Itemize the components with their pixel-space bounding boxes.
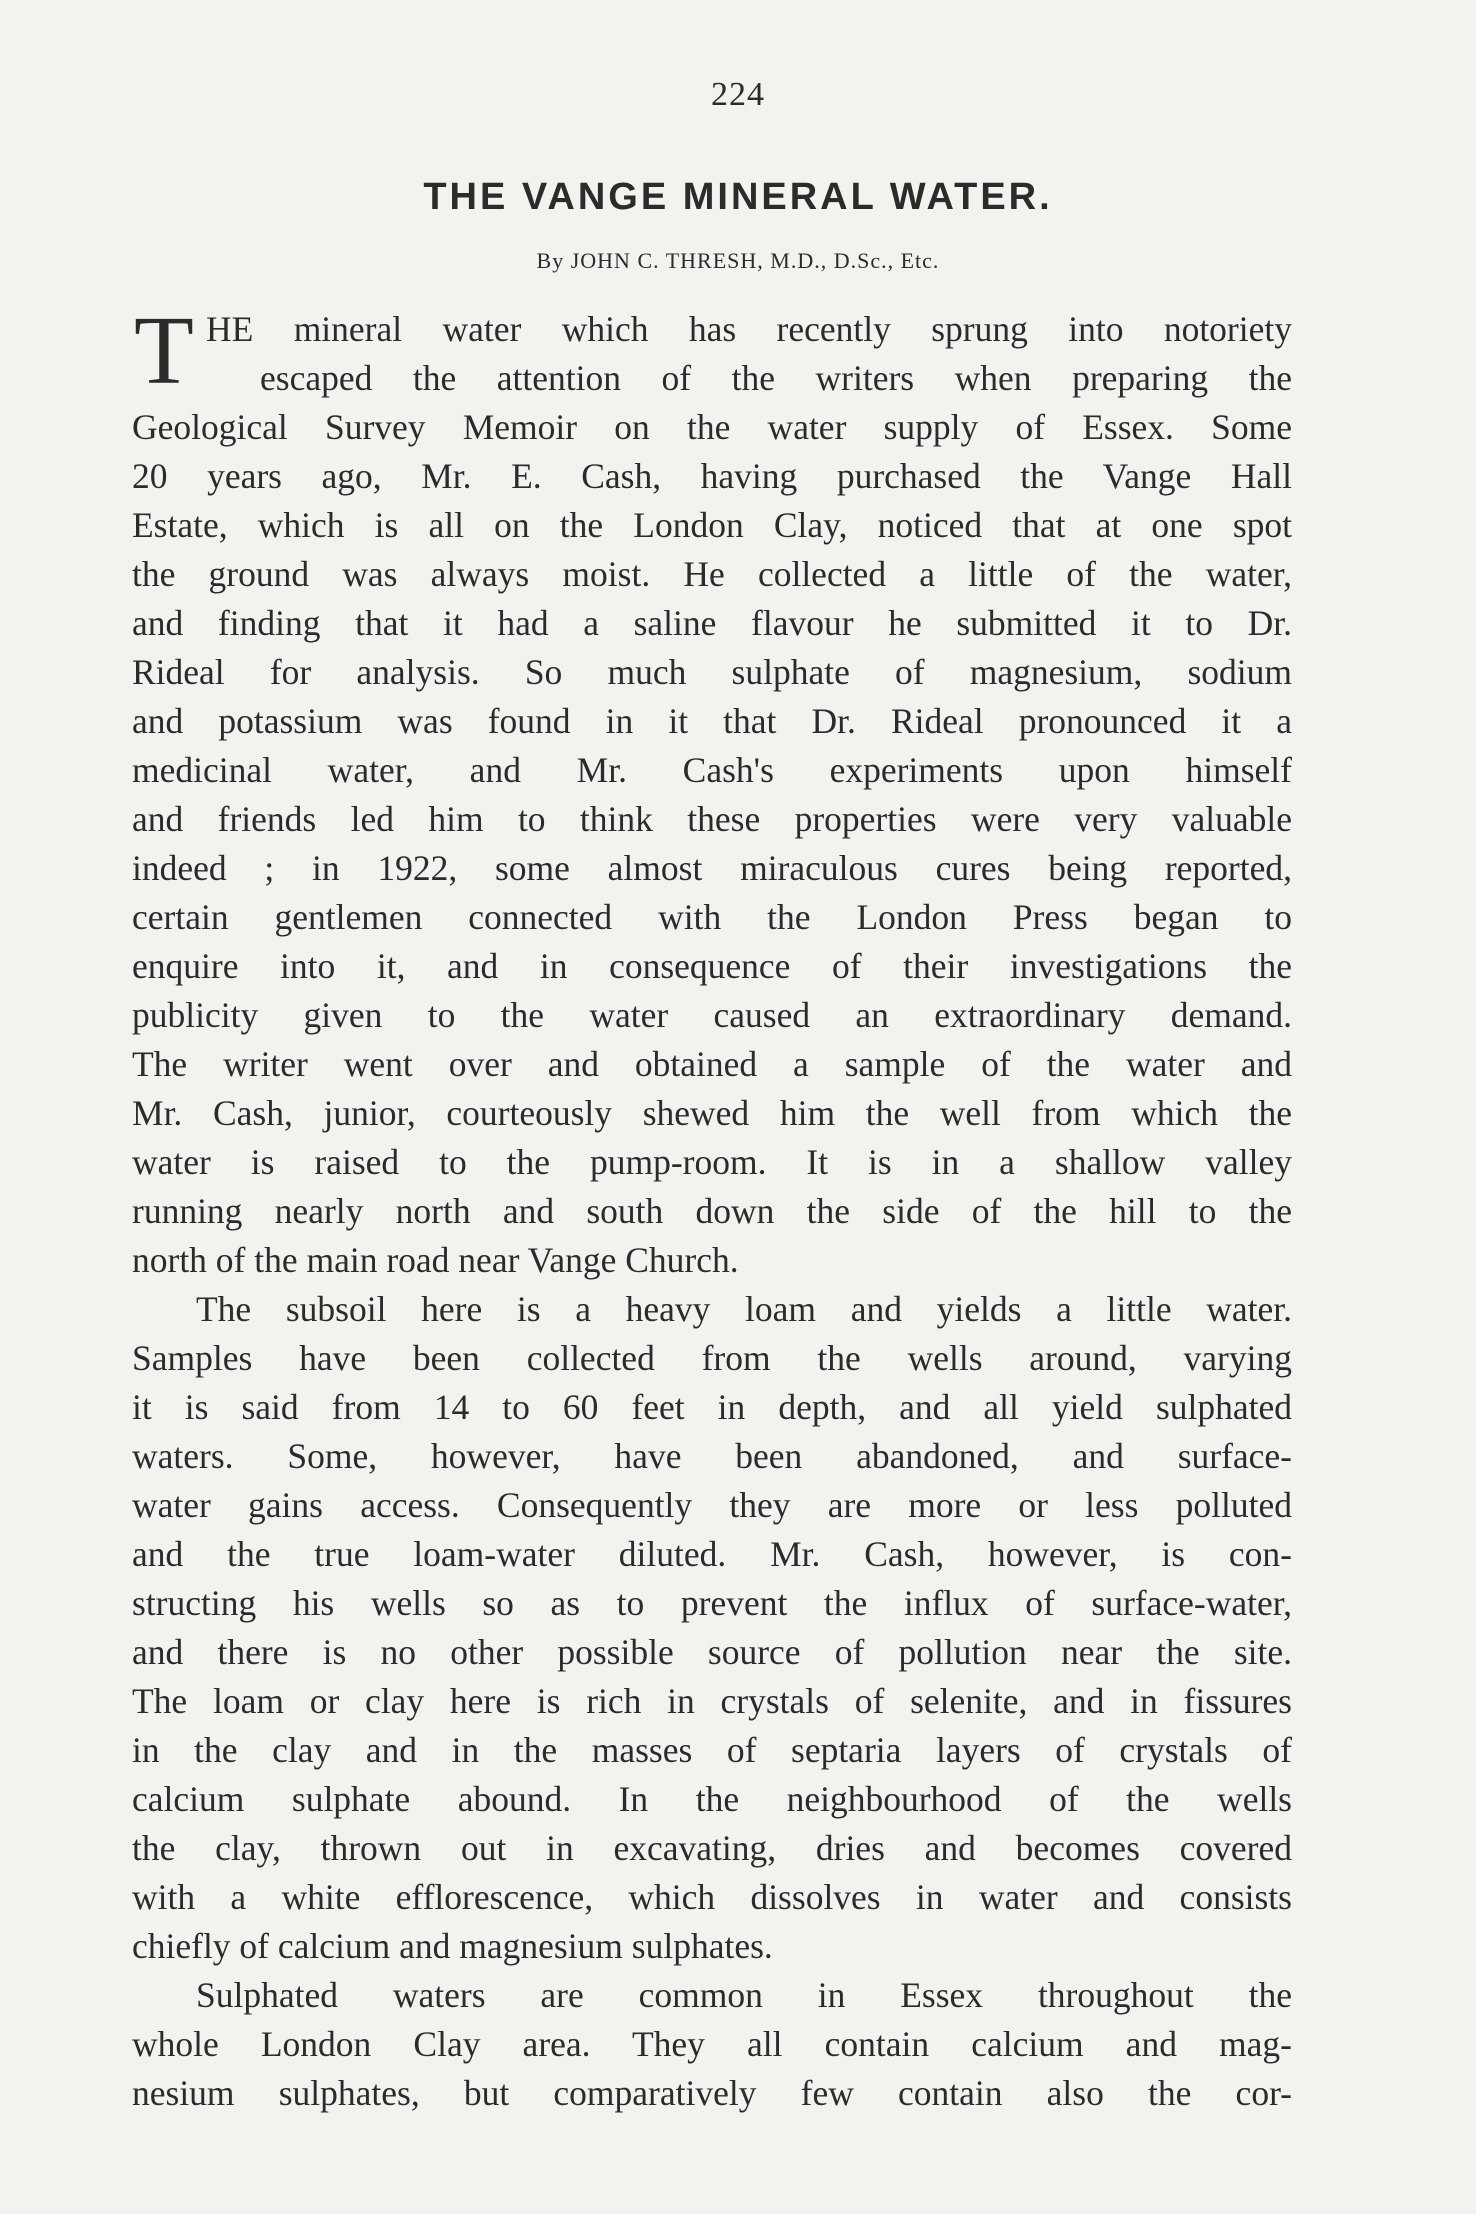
text-line: the clay, thrown out in excavating, dries and becomes covered	[132, 1828, 1292, 1868]
text-line: Mr. Cash, junior, courteously shewed him the well from which the	[132, 1093, 1292, 1133]
text-line: Geological Survey Memoir on the water supply of Essex. Some	[132, 407, 1292, 447]
text-line: and friends led him to think these properties were very valuable	[132, 799, 1292, 839]
text-line: it is said from 14 to 60 feet in depth, and all yield sulphated	[132, 1387, 1292, 1427]
text-line: waters. Some, however, have been abandoned, and surface-	[132, 1436, 1292, 1476]
text-line: certain gentlemen connected with the London Press began to	[132, 897, 1292, 937]
page-number: 224	[711, 76, 765, 113]
text-line: publicity given to the water caused an extraordinary demand.	[132, 995, 1292, 1035]
text-line: and finding that it had a saline flavour he submitted it to Dr.	[132, 603, 1292, 643]
text-line: water gains access. Consequently they are more or less polluted	[132, 1485, 1292, 1525]
text-line: medicinal water, and Mr. Cash's experiments upon himself	[132, 750, 1292, 790]
text-line: Estate, which is all on the London Clay, noticed that at one spot	[132, 505, 1292, 545]
text-line: escaped the attention of the writers when preparing the	[260, 358, 1292, 398]
text-line: The subsoil here is a heavy loam and yields a little water.	[196, 1289, 1292, 1329]
article-body	[132, 305, 1292, 2118]
text-line: Samples have been collected from the wells around, varying	[132, 1338, 1292, 1378]
text-line: 20 years ago, Mr. E. Cash, having purchased the Vange Hall	[132, 456, 1292, 496]
text-line: nesium sulphates, but comparatively few contain also the cor-	[132, 2073, 1292, 2113]
text-line: Sulphated waters are common in Essex throughout the	[196, 1975, 1292, 2015]
text-line: enquire into it, and in consequence of their investigations the	[132, 946, 1292, 986]
text-line: and potassium was found in it that Dr. Rideal pronounced it a	[132, 701, 1292, 741]
text-line: The writer went over and obtained a sample of the water and	[132, 1044, 1292, 1084]
text-line: and the true loam-water diluted. Mr. Cash, however, is con-	[132, 1534, 1292, 1574]
text-line: structing his wells so as to prevent the influx of surface-water,	[132, 1583, 1292, 1623]
text-line: chiefly of calcium and magnesium sulphates.	[132, 1926, 773, 1966]
drop-cap: T	[134, 297, 194, 405]
text-line: HE mineral water which has recently sprung into notoriety	[206, 309, 1292, 349]
text-line: Rideal for analysis. So much sulphate of magnesium, sodium	[132, 652, 1292, 692]
text-line: the ground was always moist. He collected a little of the water,	[132, 554, 1292, 594]
text-line: water is raised to the pump-room. It is in a shallow valley	[132, 1142, 1292, 1182]
text-line: with a white efflorescence, which dissolves in water and consists	[132, 1877, 1292, 1917]
author-byline: By JOHN C. THRESH, M.D., D.Sc., Etc.	[536, 248, 940, 273]
text-line: and there is no other possible source of pollution near the site.	[132, 1632, 1292, 1672]
text-line: north of the main road near Vange Church.	[132, 1240, 739, 1280]
text-line: running nearly north and south down the side of the hill to the	[132, 1191, 1292, 1231]
article-title: THE VANGE MINERAL WATER.	[423, 176, 1053, 218]
text-line: whole London Clay area. They all contain calcium and mag-	[132, 2024, 1292, 2064]
text-line: indeed ; in 1922, some almost miraculous cures being reported,	[132, 848, 1292, 888]
text-line: calcium sulphate abound. In the neighbourhood of the wells	[132, 1779, 1292, 1819]
text-line: The loam or clay here is rich in crystals of selenite, and in fissures	[132, 1681, 1292, 1721]
text-line: in the clay and in the masses of septaria layers of crystals of	[132, 1730, 1292, 1770]
